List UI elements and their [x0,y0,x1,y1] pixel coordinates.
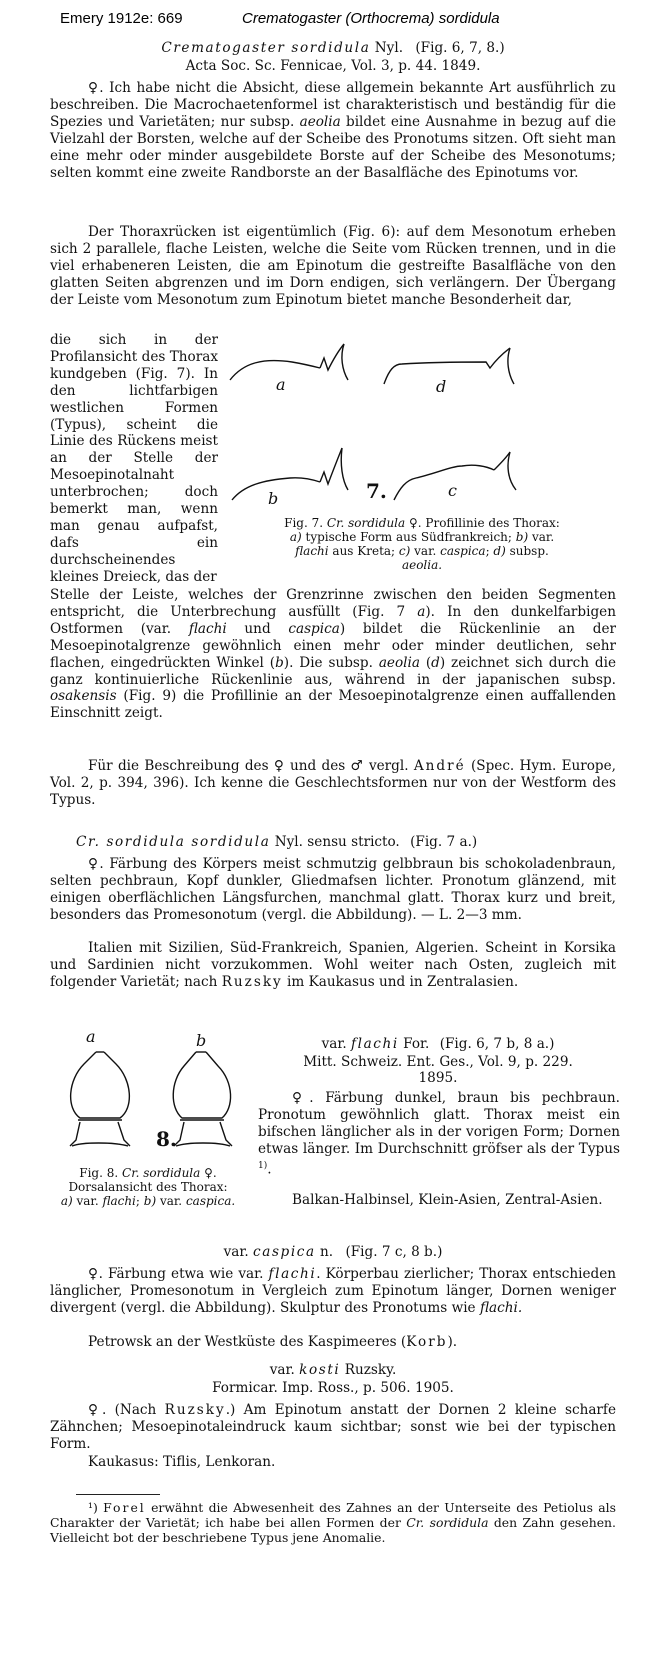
footnote-rule [76,1494,160,1495]
fig8-number: 8. [156,1127,177,1151]
species-citation: Acta Soc. Sc. Fennicae, Vol. 3, p. 44. 1849. [185,58,481,74]
species-heading: Crematogaster sordidula Nyl. (Fig. 6, 7, 8.) [161,40,505,56]
paragraph-flachi-distribution: Balkan-Halbinsel, Klein-Asien, Zentral-Asien. [292,1192,603,1208]
figure-7-profiles [224,340,624,510]
heading-sordidula-sordidula: Cr. sordidula sordidula Nyl. sensu stricto. (Fig. 7 a.) [76,834,478,850]
heading-var-kosti: var. kosti Ruzsky. [269,1362,397,1378]
fig8-label-b: b [196,1031,207,1050]
header-citation: Emery 1912e: 669 [60,10,183,27]
footnote: ¹) Forel erwähnt die Abwesenheit des Zahnes an der Unterseite des Petiolus als Charakter der Varietät; ich habe bei allen Formen der Cr. sordidula den Zahn gesehen. Vielleicht bot der beschriebene Typus jene Anomalie. [50,1500,616,1545]
fig7-label-b: b [268,489,279,508]
fig7-label-c: c [448,481,457,500]
fig7-label-d: d [436,377,447,396]
figure-7-caption: Fig. 7. Cr. sordidula ♀. Profillinie des Thorax: a) typische Form aus Südfrankreich; b) var. flachi aus Kreta; c) var. caspica; d) subsp. aeolia. [284,516,560,572]
paragraph-kosti-description: ♀. (Nach Ruzsky.) Am Epinotum anstatt der Dornen 2 kleine scharfe Zähnchen; Mesoepinotaleindruck kaum sichtbar; sonst wie bei der typischen Form. [50,1402,616,1452]
paragraph-andre: Für die Beschreibung des ♀ und des ♂ vergl. André (Spec. Hym. Europe, Vol. 2, p. 394, 396). Ich kenne die Geschlechtsformen nur von der Westform des Typus. [50,758,616,808]
paragraph-thorax-narrow: die sich in der Profilansicht des Thorax kundgeben (Fig. 7). In den lichtfarbigen westlichen Formen (Typus), scheint die Linie des Rückens meist an der Stelle der Mesoepinotalnaht unterbrochen; doch bemerkt man, wenn man genau aufpafst, dafs ein durchscheinendes kleines Dreieck, das der [50,332,218,585]
paragraph-caspica-distribution: Petrowsk an der Westküste des Kaspimeeres (Korb). [88,1334,458,1350]
species-name: Crematogaster sordidula [161,40,371,56]
header-taxon: Crematogaster (Orthocrema) sordidula [242,10,500,27]
fig7-number: 7. [366,479,387,503]
flachi-citation-year: 1895. [418,1070,458,1086]
paragraph-macrochaeten: ♀. Ich habe nicht die Absicht, diese allgemein bekannte Art ausführlich zu beschreiben. Die Macrochaetenformel ist charakteristisch und beständig für die Spezies und Varietäten; nur subsp. aeolia bildet eine Ausnahme in bezug auf die Vielzahl der Borsten, welche auf der Scheibe des Pronotums sitzen. Oft sieht man eine mehr oder minder ausgebildete Borste auf der Scheibe des Mesonotums; selten kommt eine zweite Randborste an der Basalfläche des Epinotums vor. [50,80,616,181]
paragraph-sordidula-description: ♀. Färbung des Körpers meist schmutzig gelbbraun bis schokoladenbraun, selten pechbraun, Kopf dunkler, Gliedmafsen lichter. Pronotum glänzend, mit einigen oberflächlichen Längsfurchen, manchmal glatt. Thorax kurz und breit, besonders das Promesonotum (vergl. die Abbildung). — L. 2—3 mm. [50,856,616,923]
paragraph-caspica-description: ♀. Färbung etwa wie var. flachi. Körperbau zierlicher; Thorax entschieden länglicher, Promesonotum in Vergleich zum Epinotum länger, Dornen weniger divergent (vergl. die Abbildung). Skulptur des Pronotums wie flachi. [50,1266,616,1316]
paragraph-thorax-continued: Stelle der Leiste, welches der Grenzrinne zwischen den beiden Segmenten entspricht, die Unterbrechung ausfüllt (Fig. 7 a). In den dunkelfarbigen Ostformen (var. flachi und caspica) bildet die Rückenlinie an der Mesoepinotalgrenze gewöhnlich einen mehr oder minder deutlichen, sehr flachen, eingedrückten Winkel (b). Die subsp. aeolia (d) zeichnet sich durch die ganz kontinuierliche Rückenlinie aus, während in der japanischen subsp. osakensis (Fig. 9) die Profillinie an der Mesoepinotalgrenze einen auffallenden Einschnitt zeigt. [50,587,617,722]
fig7-label-a: a [276,375,286,394]
heading-var-caspica: var. caspica n. (Fig. 7 c, 8 b.) [223,1244,443,1260]
paragraph-kosti-distribution: Kaukasus: Tiflis, Lenkoran. [88,1454,276,1470]
figure-8-dorsal [58,1022,248,1172]
kosti-citation: Formicar. Imp. Ross., p. 506. 1905. [212,1380,454,1396]
fig8-label-a: a [86,1027,96,1046]
flachi-citation: Mitt. Schweiz. Ent. Ges., Vol. 9, p. 229. [303,1054,573,1070]
figure-8-caption: Fig. 8. Cr. sordidula ♀. Dorsalansicht des Thorax: a) var. flachi; b) var. caspica. [60,1166,236,1208]
paragraph-thorax: Der Thoraxrücken ist eigentümlich (Fig. 6): auf dem Mesonotum erheben sich 2 parallele, flache Leisten, welche die Seite vom Rücken trennen, und in die viel erhabeneren Leisten, die am Epinotum die gestreifte Basalfläche von den glatten Seiten abgrenzen und im Dorn endigen, sich verlängern. Der Übergang der Leiste vom Mesonotum zum Epinotum bietet manche Besonderheit dar, [50,224,616,308]
paragraph-flachi-description: ♀. Färbung dunkel, braun bis pechbraun. Pronotum gewöhnlich glatt. Thorax meist ein bifschen länglicher als in der vorigen Form; Dornen etwas länger. Im Durchschnitt gröfser als der Typus $^{1)}$. [258,1090,620,1178]
heading-var-flachi: var. flachi For. (Fig. 6, 7 b, 8 a.) [321,1036,555,1052]
paragraph-sordidula-distribution: Italien mit Sizilien, Süd-Frankreich, Spanien, Algerien. Scheint in Korsika und Sardinien nicht vorzukommen. Wohl weiter nach Osten, zugleich mit folgender Varietät; nach Ruzsky im Kaukasus und in Zentralasien. [50,940,616,990]
